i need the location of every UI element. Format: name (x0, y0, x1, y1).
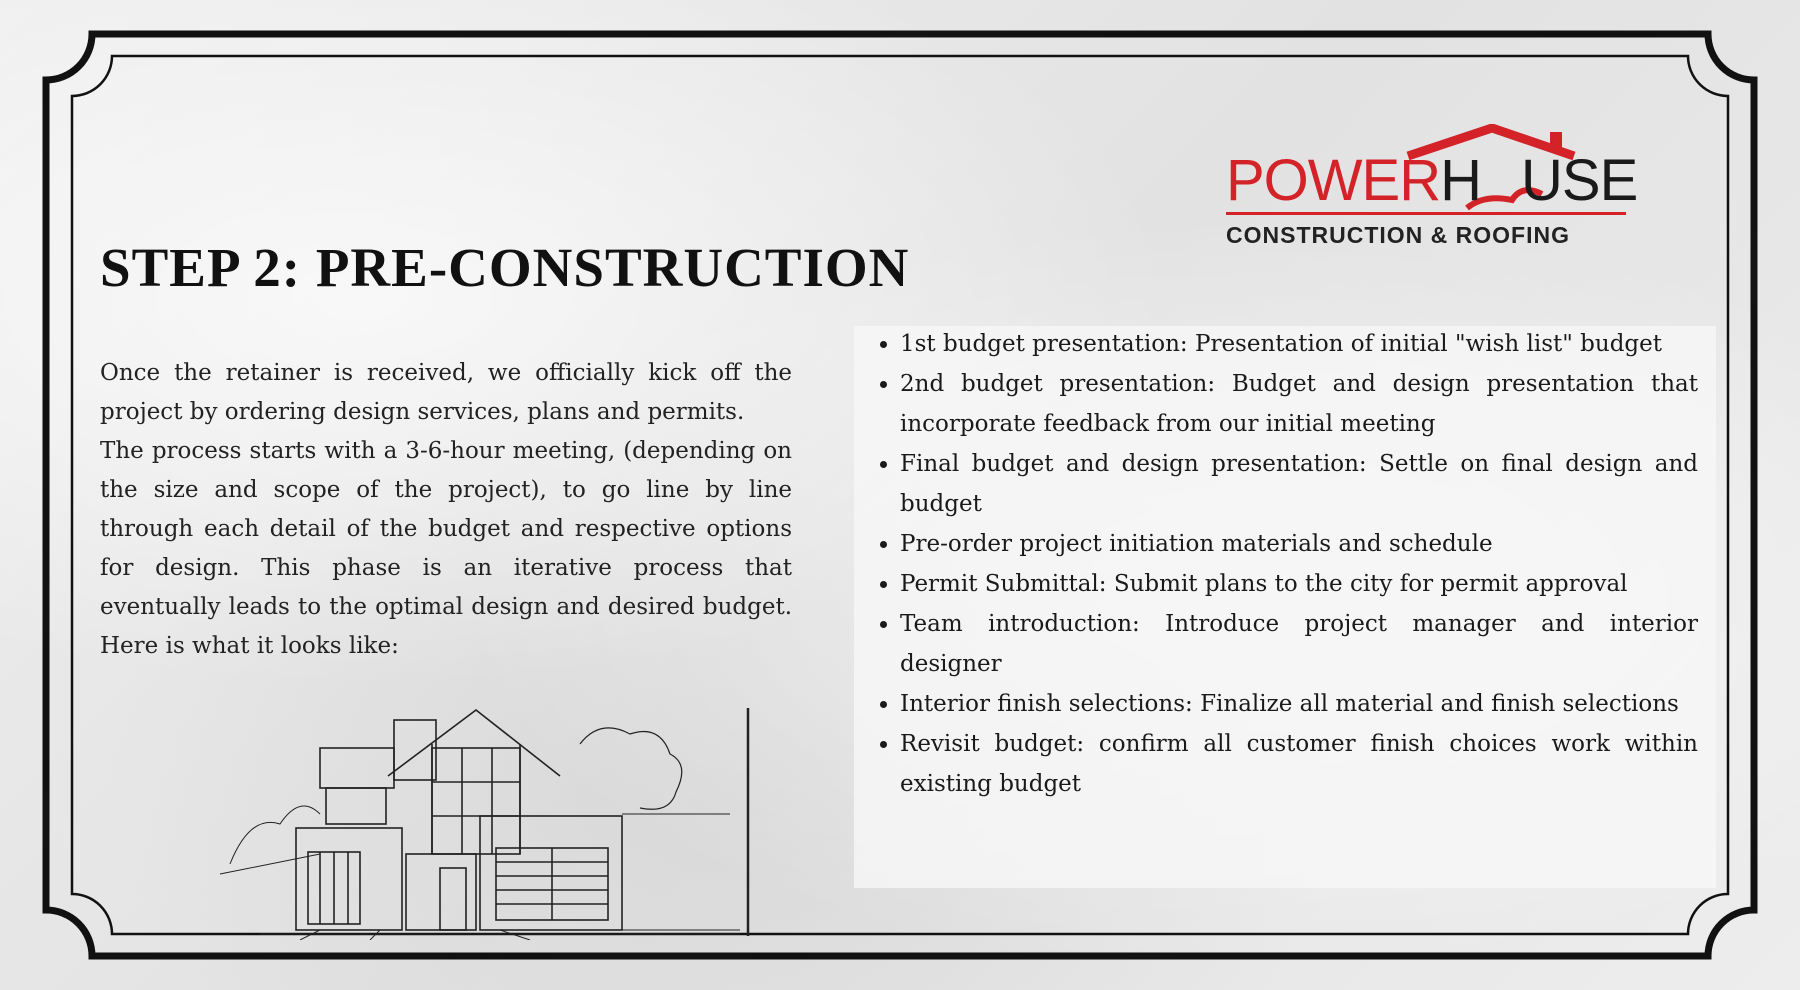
list-item: • 2nd budget presentation: Budget and design presentation that incorporate feedback from our initial meeting (900, 364, 1698, 444)
intro-paragraph-1: Once the retainer is received, we officially kick off the project by ordering design services, plans and permits. (100, 360, 792, 425)
list-item: • Pre-order project initiation materials and schedule (900, 524, 1698, 564)
powerhouse-logo (1222, 124, 1638, 256)
steps-list (870, 324, 1698, 804)
list-item: • Interior finish selections: Finalize all material and finish selections (900, 684, 1698, 724)
intro-text (100, 354, 792, 666)
list-item: • Revisit budget: confirm all customer finish choices work within existing budget (900, 724, 1698, 804)
list-item: • 1st budget presentation: Presentation of initial "wish list" budget (900, 324, 1698, 364)
page-title: STEP 2: PRE-CONSTRUCTION (100, 237, 910, 298)
list-item: • Team introduction: Introduce project manager and interior designer (900, 604, 1698, 684)
logo-subtitle: CONSTRUCTION & ROOFING (1226, 222, 1570, 248)
logo-wordmark: POWERH USE (1226, 148, 1638, 213)
list-item: • Permit Submittal: Submit plans to the city for permit approval (900, 564, 1698, 604)
intro-paragraph-2: The process starts with a 3-6-hour meeting, (depending on the size and scope of the project), to go line by line through each detail of the budget and respective options for design. This phase is an iterative process that eventually leads to the optimal design and desired budget. Here is what it looks like: (100, 438, 792, 659)
house-sketch-illustration (200, 704, 760, 940)
list-item: • Final budget and design presentation: Settle on final design and budget (900, 444, 1698, 524)
